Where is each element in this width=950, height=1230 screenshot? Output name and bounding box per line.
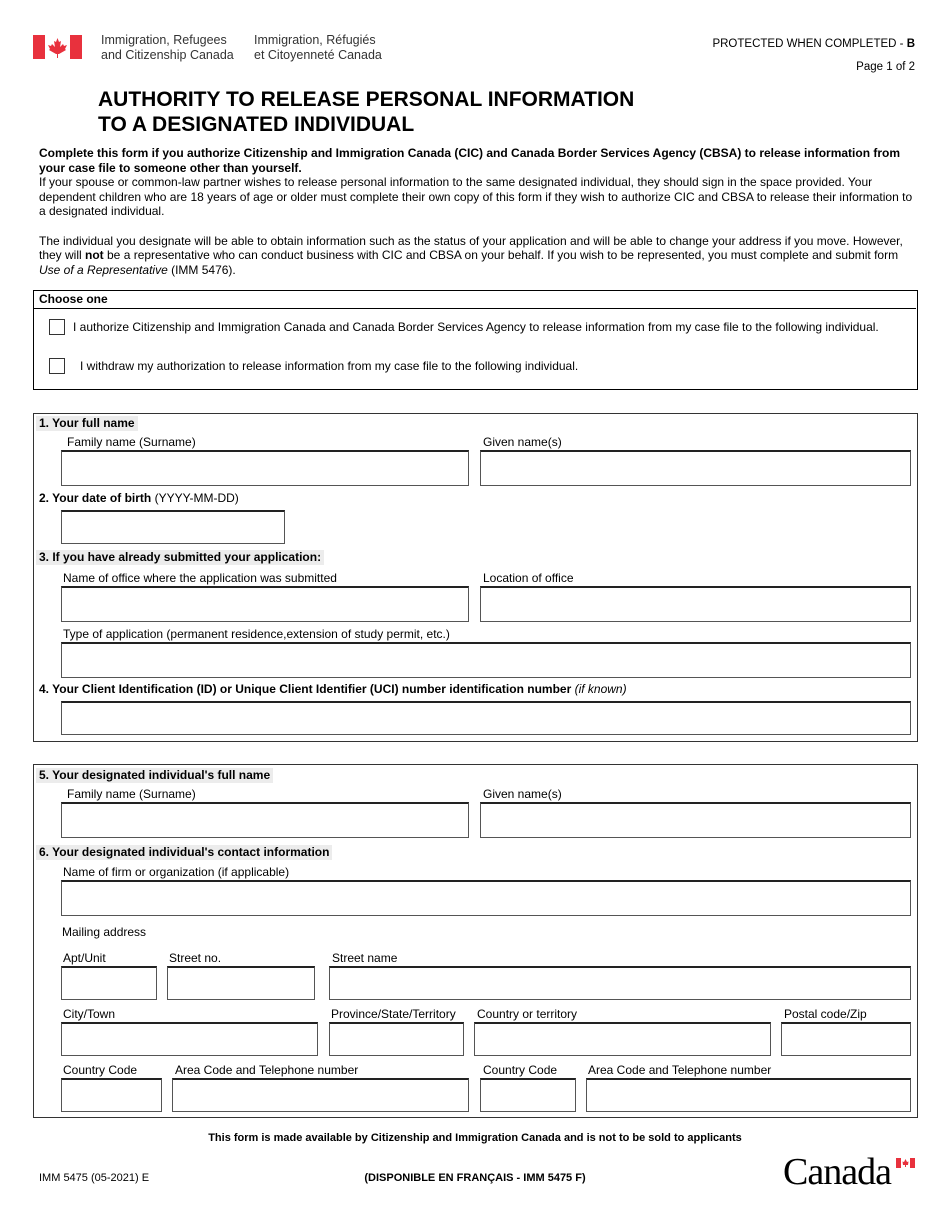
page-number: Page 1 of 2 xyxy=(856,61,915,73)
para2-c: (IMM 5476). xyxy=(167,262,236,277)
given-name-label: Given name(s) xyxy=(483,435,562,449)
wordmark-text: Canada xyxy=(783,1151,891,1193)
country-code-1-input[interactable] xyxy=(61,1078,162,1112)
q6-heading: 6. Your designated individual's contact information xyxy=(36,845,332,860)
country-input[interactable] xyxy=(474,1022,771,1056)
mailing-address-label: Mailing address xyxy=(62,925,147,939)
country-code-1-label: Country Code xyxy=(63,1063,138,1077)
q2-label: 2. Your date of birth xyxy=(39,491,152,505)
date-of-birth-input[interactable] xyxy=(61,510,285,544)
country-label: Country or territory xyxy=(477,1007,578,1021)
q5-heading: 5. Your designated individual's full name xyxy=(36,768,273,783)
q4-note: (if known) xyxy=(574,682,627,696)
department-name-en xyxy=(101,33,234,63)
dept-fr-line1: Immigration, Réfugiés xyxy=(254,33,376,47)
dept-fr-line2: et Citoyenneté Canada xyxy=(254,48,382,62)
firm-input[interactable] xyxy=(61,880,911,916)
phone-1-input[interactable] xyxy=(172,1078,469,1112)
canada-wordmark xyxy=(783,1150,918,1194)
office-location-input[interactable] xyxy=(480,586,911,622)
title-line1: AUTHORITY TO RELEASE PERSONAL INFORMATION xyxy=(98,88,635,111)
country-code-2-label: Country Code xyxy=(483,1063,558,1077)
postal-code-label: Postal code/Zip xyxy=(784,1007,867,1021)
country-code-2-input[interactable] xyxy=(480,1078,576,1112)
designee-given-name-input[interactable] xyxy=(480,802,911,838)
dept-en-line1: Immigration, Refugees xyxy=(101,33,227,47)
canada-flag-logo xyxy=(33,35,82,59)
client-id-input[interactable] xyxy=(61,701,911,735)
family-name-input[interactable] xyxy=(61,450,469,486)
withdraw-label: I withdraw my authorization to release information from my case file to the following individual. xyxy=(80,359,579,373)
office-name-label: Name of office where the application was submitted xyxy=(63,571,337,585)
street-name-label: Street name xyxy=(332,951,398,965)
intro-para1: If your spouse or common-law partner wishes to release personal information to the same designated individual, they should sign in the space provided. Your dependent children who are 18 years of age or older must complete their own copy of this form if they wish to authorize CIC and CBSA to release their information to a designated individual. xyxy=(39,175,913,218)
province-input[interactable] xyxy=(329,1022,464,1056)
postal-code-input[interactable] xyxy=(781,1022,911,1056)
q1-heading: 1. Your full name xyxy=(36,416,138,431)
wordmark-flag-icon xyxy=(896,1158,915,1168)
title-line2: TO A DESIGNATED INDIVIDUAL xyxy=(98,113,415,136)
apt-unit-label: Apt/Unit xyxy=(63,951,106,965)
application-type-label: Type of application (permanent residence,extension of study permit, etc.) xyxy=(63,627,450,641)
divider xyxy=(34,308,916,309)
office-location-label: Location of office xyxy=(483,571,574,585)
family-name-label: Family name (Surname) xyxy=(67,435,196,449)
para2-form: Use of a Representative xyxy=(39,262,168,277)
firm-label: Name of firm or organization (if applicable) xyxy=(63,865,290,879)
q4-heading xyxy=(39,682,627,696)
street-no-label: Street no. xyxy=(169,951,222,965)
dept-en-line2: and Citizenship Canada xyxy=(101,48,234,62)
q4-label: 4. Your Client Identification (ID) or Unique Client Identifier (UCI) number identification number xyxy=(39,682,575,696)
protected-level: B xyxy=(906,38,915,50)
application-type-input[interactable] xyxy=(61,642,911,678)
street-name-input[interactable] xyxy=(329,966,911,1000)
apt-unit-input[interactable] xyxy=(61,966,157,1000)
designee-family-name-label: Family name (Surname) xyxy=(67,787,196,801)
para2-not: not xyxy=(85,248,104,262)
french-availability: (DISPONIBLE EN FRANÇAIS - IMM 5475 F) xyxy=(364,1172,586,1184)
para2-b: be a representative who can conduct business with CIC and CBSA on your behalf. If you wish to be represented, you must complete and submit form xyxy=(103,248,899,262)
department-name-fr xyxy=(254,33,382,63)
given-name-input[interactable] xyxy=(480,450,911,486)
protected-label xyxy=(712,37,915,51)
phone-1-label: Area Code and Telephone number xyxy=(175,1063,359,1077)
q2-heading xyxy=(39,491,239,505)
city-input[interactable] xyxy=(61,1022,318,1056)
q3-heading: 3. If you have already submitted your application: xyxy=(36,550,324,565)
choose-one-section xyxy=(33,290,918,390)
city-label: City/Town xyxy=(63,1007,116,1021)
authorize-label: I authorize Citizenship and Immigration Canada and Canada Border Services Agency to release information from my case file to the following individual. xyxy=(73,320,879,334)
intro-bold: Complete this form if you authorize Citizenship and Immigration Canada (CIC) and Canada Border Services Agency (CBSA) to release information from your case file to someone other than yourself. xyxy=(39,146,901,175)
street-no-input[interactable] xyxy=(167,966,315,1000)
authorize-checkbox[interactable] xyxy=(49,319,65,335)
phone-2-label: Area Code and Telephone number xyxy=(588,1063,772,1077)
intro-para2 xyxy=(39,234,914,278)
withdraw-checkbox[interactable] xyxy=(49,358,65,374)
q2-format: (YYYY-MM-DD) xyxy=(151,491,239,505)
para2-a: The individual you designate will be able to obtain information such as the status of your application and will be able to change your address if you move. However, they will xyxy=(39,233,903,262)
province-label: Province/State/Territory xyxy=(331,1007,456,1021)
footer-notice: This form is made available by Citizenship and Immigration Canada and is not to be sold to applicants xyxy=(208,1132,742,1144)
instructions xyxy=(39,146,914,277)
office-name-input[interactable] xyxy=(61,586,469,622)
page-title xyxy=(98,87,634,137)
designee-family-name-input[interactable] xyxy=(61,802,469,838)
designee-given-name-label: Given name(s) xyxy=(483,787,562,801)
choose-one-heading: Choose one xyxy=(39,292,108,306)
phone-2-input[interactable] xyxy=(586,1078,911,1112)
form-id: IMM 5475 (05-2021) E xyxy=(39,1172,150,1184)
protected-text: PROTECTED WHEN COMPLETED - xyxy=(712,38,907,50)
